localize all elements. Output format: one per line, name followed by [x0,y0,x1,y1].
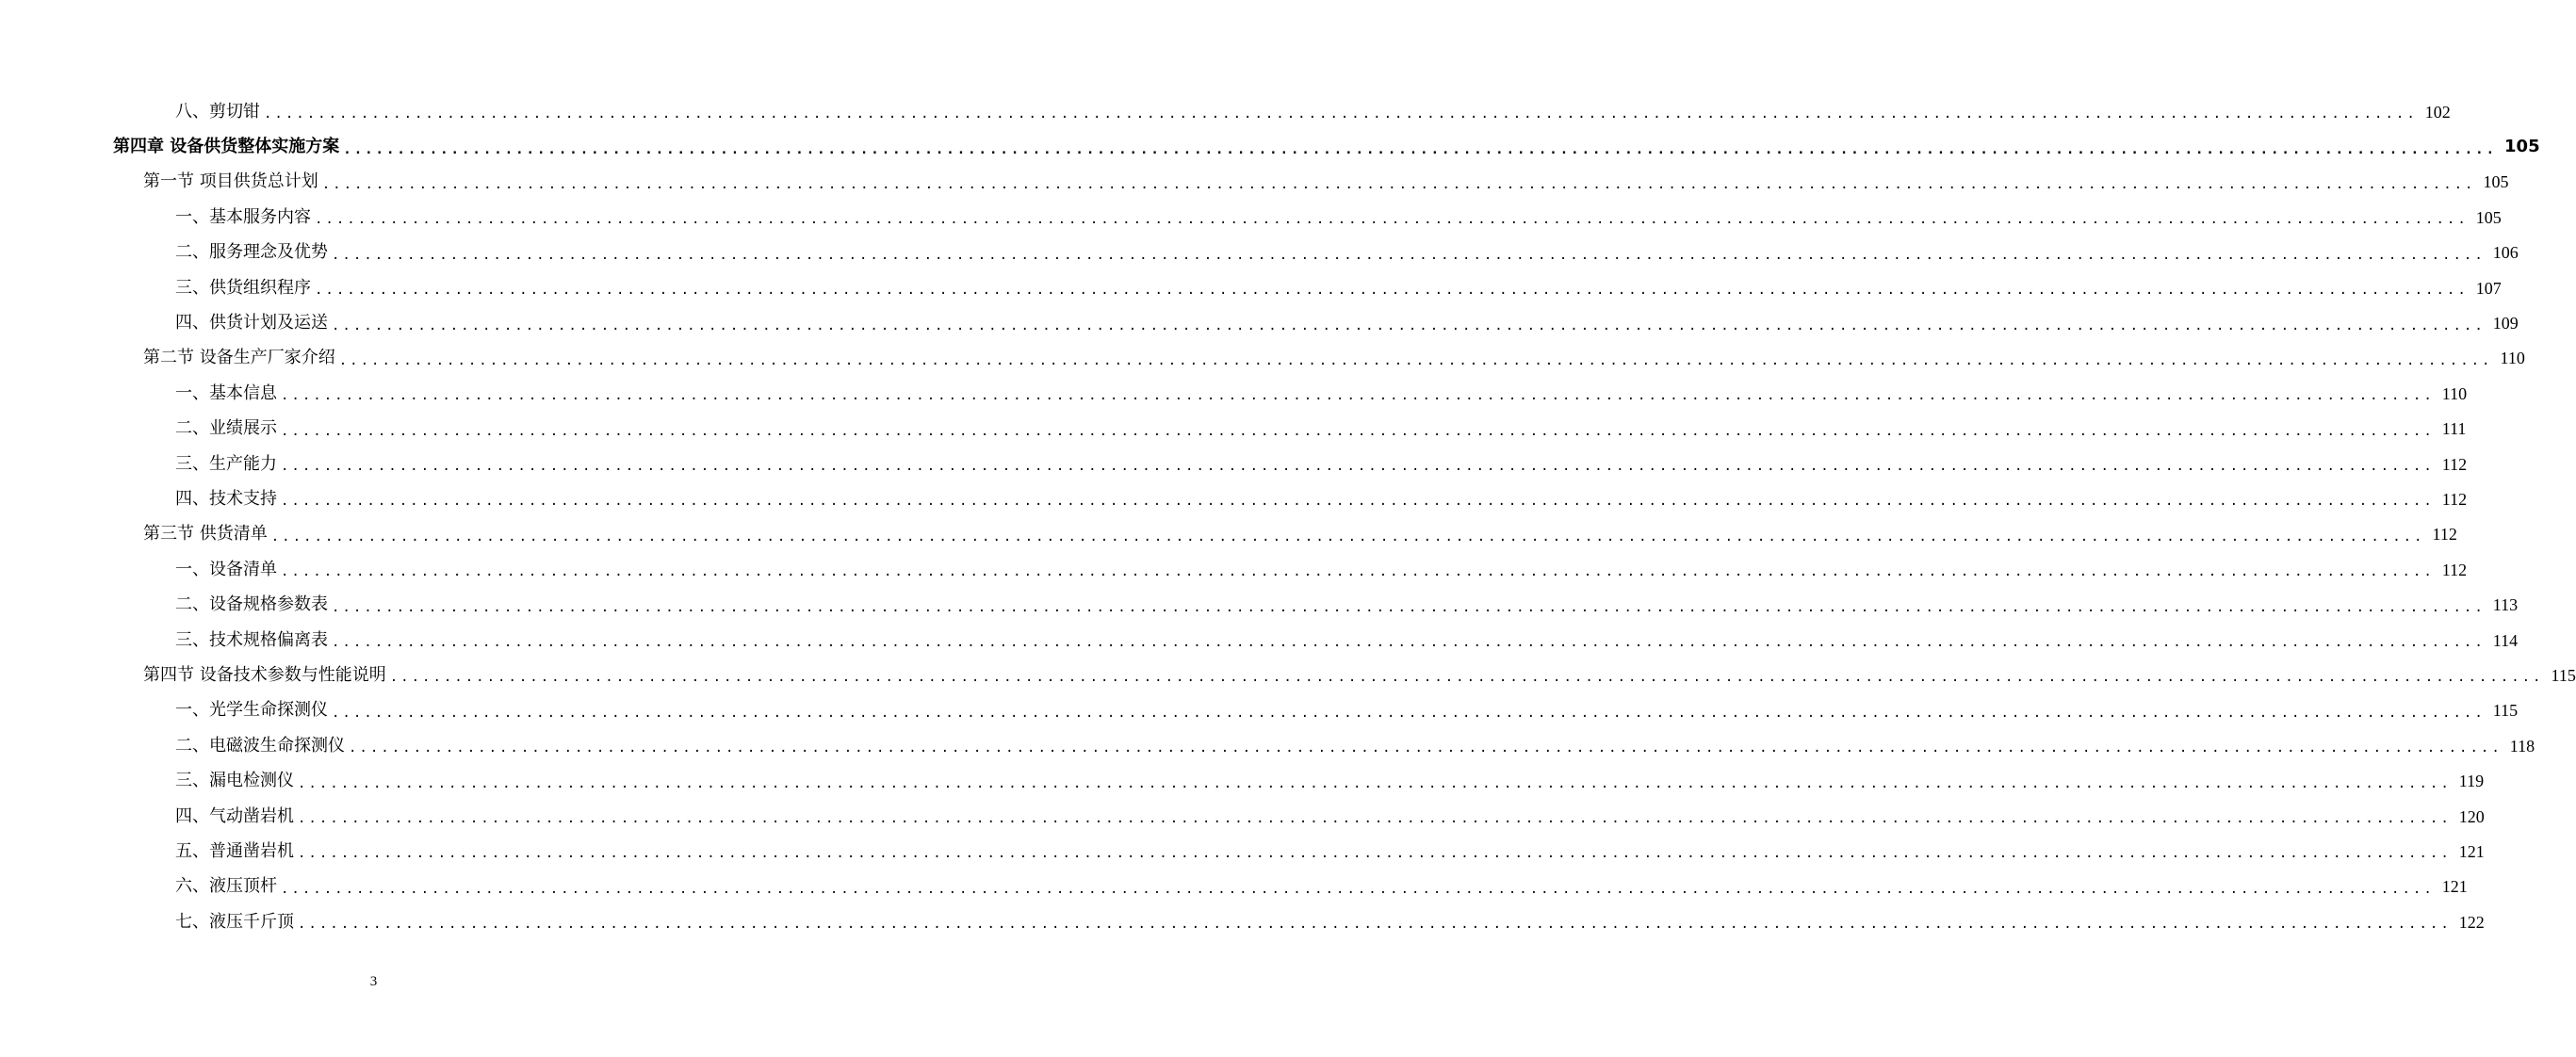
toc-entry-page-number: 105 [2475,207,2502,227]
toc-entry-title: 一、光学生命探测仪 [175,700,328,721]
dot-leader: ........................................................................................................................................................................................................ [281,564,2435,580]
toc-entry-page-number: 118 [2509,736,2535,756]
toc-entry-page-number: 106 [2492,243,2519,263]
toc-entry-item[interactable] [0,552,2468,587]
dot-leader: ........................................................................................................................................................................................................ [321,176,2476,192]
toc-entry-item[interactable] [0,481,2468,516]
dot-leader: ........................................................................................................................................................................................................ [389,670,2544,686]
toc-entry-item[interactable] [0,200,2502,235]
dot-leader: ........................................................................................................................................................................................................ [298,846,2452,862]
toc-entry-title: 五、普通凿岩机 [175,840,294,861]
dot-leader: ........................................................................................................................................................................................................ [332,247,2486,263]
dot-leader: ........................................................................................................................................................................................................ [298,811,2452,826]
toc-entry-title: 第四节 设备技术参数与性能说明 [143,664,386,685]
toc-entry-item[interactable] [0,94,2451,129]
dot-leader: ........................................................................................................................................................................................................ [332,599,2486,615]
toc-entry-page-number: 121 [2441,877,2468,897]
toc-entry-item[interactable] [0,799,2485,834]
toc-entry-title: 第三节 供货清单 [143,524,268,545]
toc-entry-page-number: 119 [2458,772,2485,791]
toc-entry-page-number: 111 [2441,419,2467,439]
toc-entry-page-number: 120 [2458,806,2485,826]
dot-leader: ........................................................................................................................................................................................................ [281,494,2435,510]
toc-entry-page-number: 115 [2551,665,2576,685]
toc-entry-page-number: 112 [2441,560,2468,579]
dot-leader: ........................................................................................................................................................................................................ [281,388,2435,404]
toc-entry-item[interactable] [0,376,2468,411]
dot-leader: ........................................................................................................................................................................................................ [264,106,2418,122]
toc-entry-title: 一、设备清单 [175,559,277,579]
toc-entry-title: 四、气动凿岩机 [175,805,294,826]
toc-entry-page-number: 112 [2441,454,2468,474]
toc-entry-item[interactable] [0,623,2519,658]
toc-entry-item[interactable] [0,305,2519,340]
toc-entry-chapter[interactable] [0,129,2540,164]
toc-entry-title: 六、液压顶杆 [175,876,277,897]
toc-entry-item[interactable] [0,834,2485,869]
toc-entry-title: 一、基本信息 [175,382,277,403]
table-of-contents [0,94,2576,939]
toc-entry-section[interactable] [0,165,2509,200]
page-number: 3 [369,974,378,989]
toc-entry-title: 四、技术支持 [175,488,277,509]
toc-entry-page-number: 105 [2504,137,2540,157]
dot-leader: ........................................................................................................................................................................................................ [332,705,2486,721]
toc-entry-title: 三、漏电检测仪 [175,771,294,791]
dot-leader: ........................................................................................................................................................................................................ [281,423,2435,439]
toc-entry-page-number: 112 [2441,489,2468,509]
toc-entry-page-number: 109 [2492,314,2519,333]
toc-entry-item[interactable] [0,412,2467,447]
dot-leader: ........................................................................................................................................................................................................ [270,528,2425,545]
dot-leader: ........................................................................................................................................................................................................ [343,141,2498,157]
toc-entry-title: 三、生产能力 [175,453,277,474]
toc-entry-item[interactable] [0,236,2519,270]
dot-leader: ........................................................................................................................................................................................................ [349,740,2503,756]
toc-entry-page-number: 105 [2483,172,2509,192]
toc-entry-title: 三、技术规格偏离表 [175,629,328,650]
toc-entry-title: 二、服务理念及优势 [175,242,328,263]
toc-entry-item[interactable] [0,587,2519,622]
dot-leader: ........................................................................................................................................................................................................ [332,317,2486,333]
toc-entry-title: 三、供货组织程序 [175,277,311,298]
toc-entry-page-number: 113 [2492,595,2519,615]
toc-entry-page-number: 110 [2500,349,2525,368]
toc-entry-item[interactable] [0,763,2485,798]
toc-entry-title: 第一节 项目供货总计划 [143,171,318,192]
toc-entry-title: 二、业绩展示 [175,418,277,439]
toc-entry-section[interactable] [0,658,2576,692]
toc-entry-page-number: 122 [2458,912,2485,932]
dot-leader: ........................................................................................................................................................................................................ [298,917,2452,933]
dot-leader: ........................................................................................................................................................................................................ [281,459,2435,475]
toc-entry-page-number: 114 [2492,630,2519,650]
toc-entry-title: 四、供货计划及运送 [175,313,328,333]
toc-entry-title: 八、剪切钳 [175,101,260,122]
toc-entry-title: 第二节 设备生产厂家介绍 [143,348,335,368]
dot-leader: ........................................................................................................................................................................................................ [315,212,2469,228]
toc-entry-page-number: 102 [2424,102,2451,122]
toc-entry-page-number: 110 [2441,383,2468,403]
toc-entry-item[interactable] [0,870,2468,904]
dot-leader: ........................................................................................................................................................................................................ [315,283,2469,299]
toc-entry-page-number: 115 [2492,701,2519,721]
toc-entry-title: 二、电磁波生命探测仪 [175,735,345,756]
toc-entry-page-number: 112 [2432,525,2457,545]
toc-entry-page-number: 121 [2458,841,2485,861]
toc-entry-section[interactable] [0,341,2525,376]
dot-leader: ........................................................................................................................................................................................................ [298,775,2452,791]
toc-entry-title: 二、设备规格参数表 [175,594,328,615]
dot-leader: ........................................................................................................................................................................................................ [332,635,2486,651]
toc-entry-page-number: 107 [2475,278,2502,298]
toc-entry-item[interactable] [0,904,2485,939]
toc-entry-item[interactable] [0,693,2519,728]
toc-entry-title: 一、基本服务内容 [175,206,311,227]
dot-leader: ........................................................................................................................................................................................................ [338,352,2493,368]
dot-leader: ........................................................................................................................................................................................................ [281,881,2435,897]
toc-entry-section[interactable] [0,517,2457,552]
toc-entry-title: 第四章 设备供货整体实施方案 [113,137,340,157]
toc-entry-item[interactable] [0,270,2502,305]
toc-entry-item[interactable] [0,728,2535,763]
toc-entry-title: 七、液压千斤顶 [175,911,294,932]
toc-entry-item[interactable] [0,447,2468,481]
